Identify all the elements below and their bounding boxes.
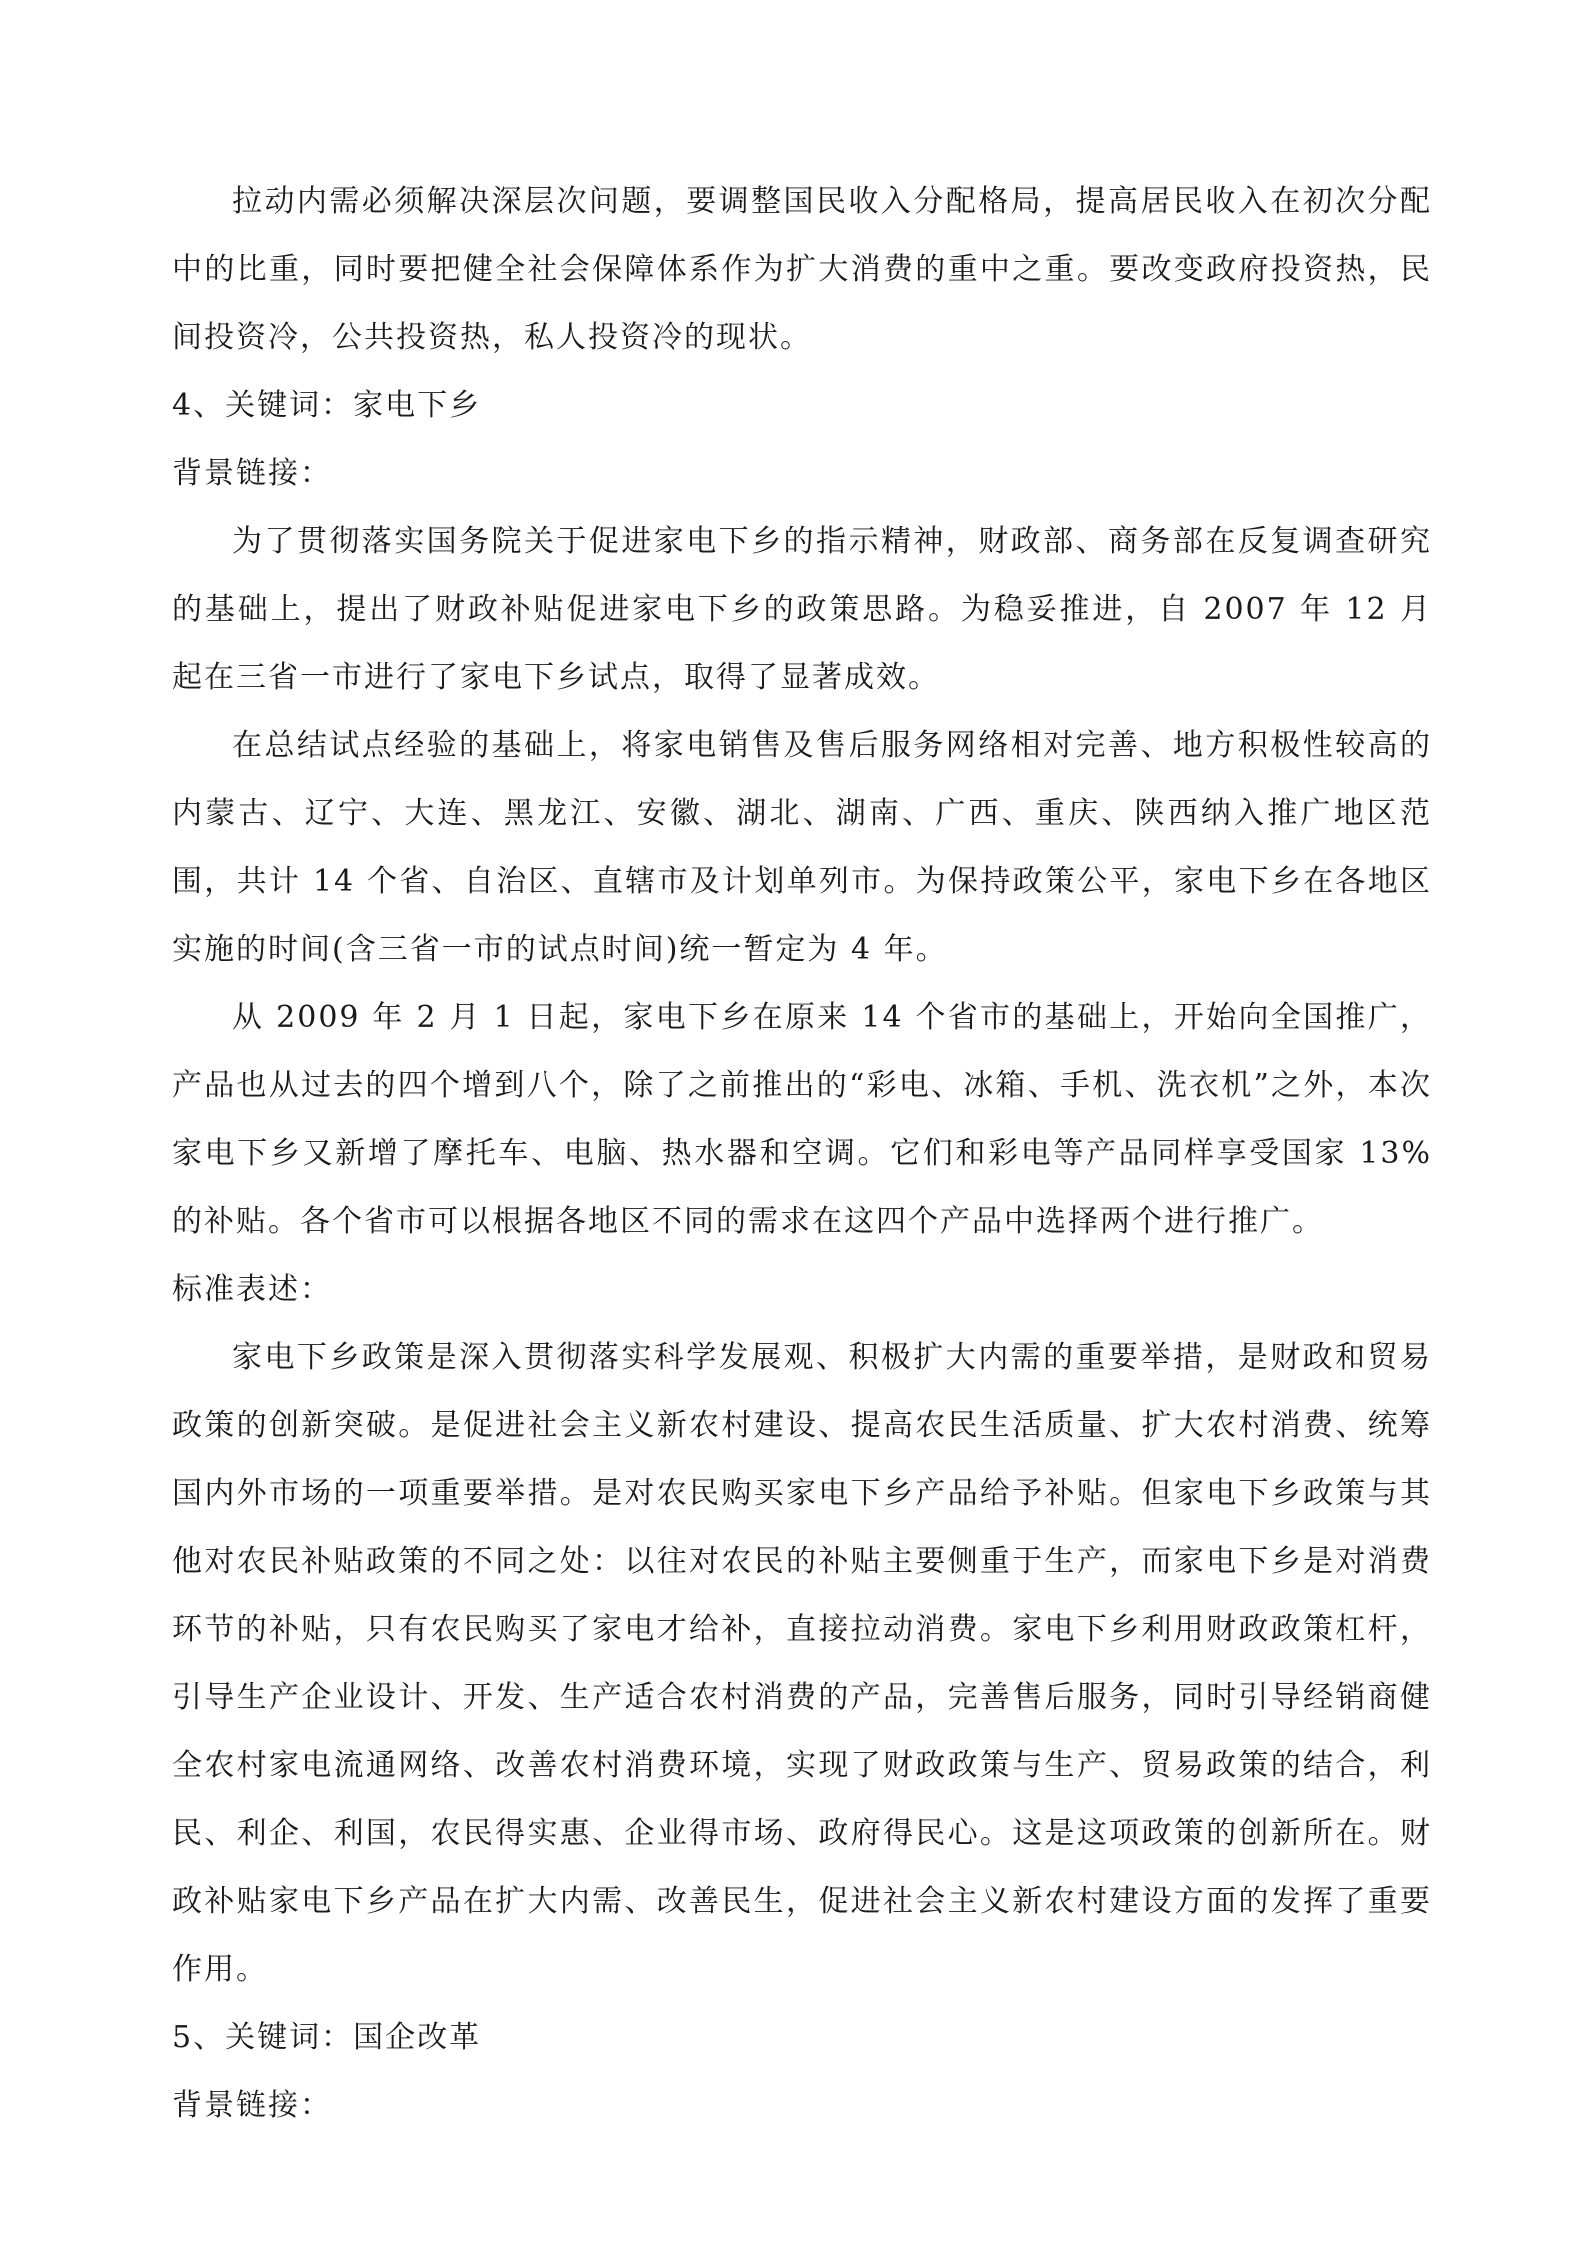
paragraph-national-rollout: 从 2009 年 2 月 1 日起，家电下乡在原来 14 个省市的基础上，开始向全国推广，产品也从过去的四个增到八个，除了之前推出的“彩电、冰箱、手机、洗衣机”之外，本次家电下乡又新增了摩托车、电脑、热水器和空调。它们和彩电等产品同样享受国家 13%的补贴。各个省市可以根据各地区不同的需求在这四个产品中选择两个进行推广。 bbox=[172, 1000, 1432, 1239]
keyword-heading-home-appliances: 4、关键词：家电下乡 bbox=[172, 388, 482, 423]
background-link-label-2: 背景链接： bbox=[172, 2088, 332, 2123]
background-link-label: 背景链接： bbox=[172, 456, 332, 491]
paragraph-policy-origin: 为了贯彻落实国务院关于促进家电下乡的指示精神，财政部、商务部在反复调查研究的基础上，提出了财政补贴促进家电下乡的政策思路。为稳妥推进，自 2007 年 12 月起在三省一市进行了家电下乡试点，取得了显著成效。 bbox=[172, 524, 1432, 695]
standard-statement-label: 标准表述： bbox=[172, 1272, 332, 1307]
paragraph-pilot-expansion: 在总结试点经验的基础上，将家电销售及售后服务网络相对完善、地方积极性较高的内蒙古、辽宁、大连、黑龙江、安徽、湖北、湖南、广西、重庆、陕西纳入推广地区范围，共计 14 个省、自治区、直辖市及计划单列市。为保持政策公平，家电下乡在各地区实施的时间(含三省一市的试点时间)统一暂定为 4 年。 bbox=[172, 728, 1432, 967]
paragraph-standard-statement: 家电下乡政策是深入贯彻落实科学发展观、积极扩大内需的重要举措，是财政和贸易政策的创新突破。是促进社会主义新农村建设、提高农民生活质量、扩大农村消费、统筹国内外市场的一项重要举措。是对农民购买家电下乡产品给予补贴。但家电下乡政策与其他对农民补贴政策的不同之处：以往对农民的补贴主要侧重于生产，而家电下乡是对消费环节的补贴，只有农民购买了家电才给补，直接拉动消费。家电下乡利用财政政策杠杆，引导生产企业设计、开发、生产适合农村消费的产品，完善售后服务，同时引导经销商健全农村家电流通网络、改善农村消费环境，实现了财政政策与生产、贸易政策的结合，利民、利企、利国，农民得实惠、企业得市场、政府得民心。这是这项政策的创新所在。财政补贴家电下乡产品在扩大内需、改善民生，促进社会主义新农村建设方面的发挥了重要作用。 bbox=[172, 1340, 1432, 1987]
keyword-heading-soe-reform: 5、关键词：国企改革 bbox=[172, 2020, 482, 2055]
paragraph-domestic-demand: 拉动内需必须解决深层次问题，要调整国民收入分配格局，提高居民收入在初次分配中的比重，同时要把健全社会保障体系作为扩大消费的重中之重。要改变政府投资热，民间投资冷，公共投资热，私人投资冷的现状。 bbox=[172, 184, 1432, 355]
document-body bbox=[172, 168, 1432, 2140]
